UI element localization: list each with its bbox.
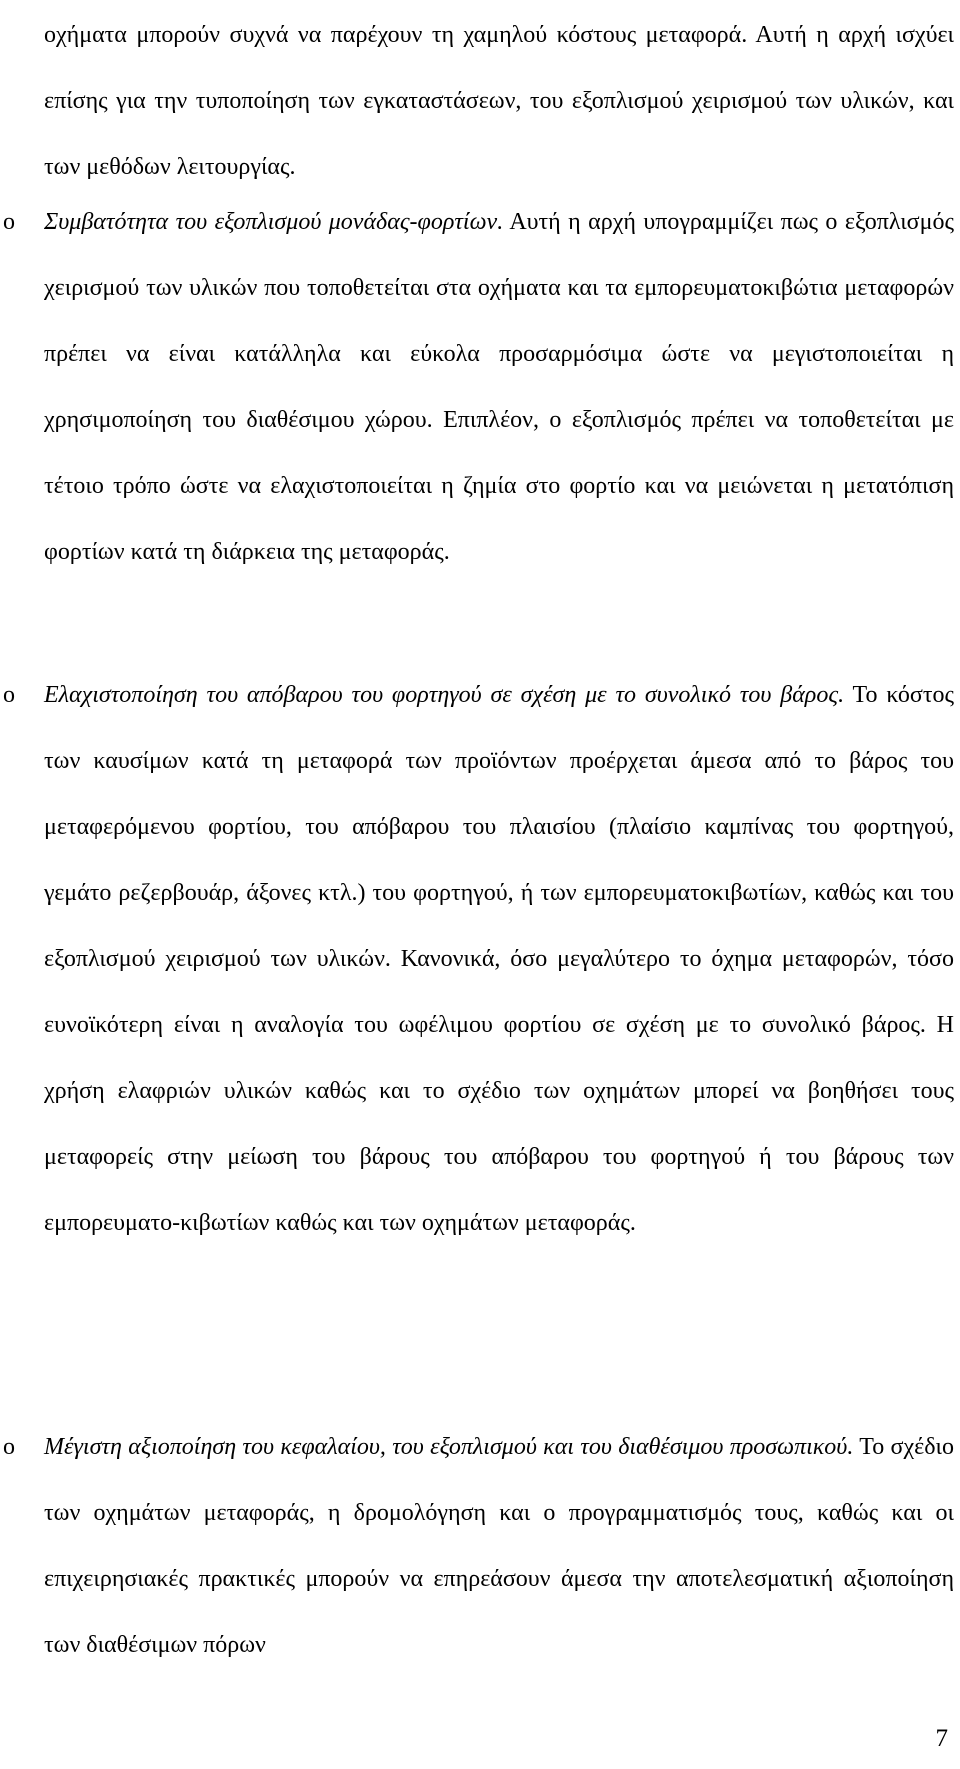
bullet-marker: o [3, 682, 15, 708]
list-item-text [44, 1414, 954, 1678]
list-item-heading: Μέγιστη αξιοποίηση του κεφαλαίου, του εξοπλισμού και του διαθέσιμου προσωπικού. [44, 1434, 854, 1460]
bullet-marker: o [3, 1434, 15, 1460]
list-item-heading: Συμβατότητα του εξοπλισμού μονάδας-φορτίων. [44, 209, 504, 235]
list-item-text [44, 662, 954, 1256]
bullet-marker: o [3, 209, 15, 235]
list-item-heading: Ελαχιστοποίηση του απόβαρου του φορτηγού σε σχέση με το συνολικό του βάρος. [44, 682, 845, 708]
page-number: 7 [935, 1725, 948, 1752]
list-item-body: Αυτή η αρχή υπογραμμίζει πως ο εξοπλισμός χειρισμού των υλικών που τοποθετείται στα οχήματα και τα εμπορευματοκιβώτια μεταφορών πρέπει να είναι κατάλληλα και εύκολα προσαρμόσιμα ώστε να μεγιστοποιείται η χρησιμοποίηση του διαθέσιμου χώρου. Επιπλέον, ο εξοπλισμός πρέπει να τοποθετείται με τέτοιο τρόπο ώστε να ελαχιστοποιείται η ζημία στο φορτίο και να μειώνεται η μετατόπιση φορτίων κατά τη διάρκεια της μεταφοράς. [44, 209, 954, 565]
list-item-body: Το σχέδιο των οχημάτων μεταφοράς, η δρομολόγηση και ο προγραμματισμός τους, καθώς και οι επιχειρησιακές πρακτικές μπορούν να επηρεάσουν άμεσα την αποτελεσματική αξιοποίηση των διαθέσιμων πόρων [44, 1434, 954, 1658]
list-item-text [44, 189, 954, 585]
list-item-body: Το κόστος των καυσίμων κατά τη μεταφορά των προϊόντων προέρχεται άμεσα από το βάρος του μεταφερόμενου φορτίου, του απόβαρου του πλαισίου (πλαίσιο καμπίνας του φορτηγού, γεμάτο ρεζερβουάρ, άξονες κτλ.) του φορτηγού, ή των εμπορευματοκιβωτίων, καθώς και του εξοπλισμού χειρισμού των υλικών. Κανονικά, όσο μεγαλύτερο το όχημα μεταφορών, τόσο ευνοϊκότερη είναι η αναλογία του ωφέλιμου φορτίου σε σχέση με το συνολικό βάρος. Η χρήση ελαφριών υλικών καθώς και το σχέδιο των οχημάτων μπορεί να βοηθήσει τους μεταφορείς στην μείωση του βάρους του απόβαρου του φορτηγού ή του βάρους των εμπορευματο-κιβωτίων καθώς και των οχημάτων μεταφοράς. [44, 682, 955, 1236]
continuation-paragraph: οχήματα μπορούν συχνά να παρέχουν τη χαμηλού κόστους μεταφορά. Αυτή η αρχή ισχύει επίσης για την τυποποίηση των εγκαταστάσεων, του εξοπλισμού χειρισμού των υλικών, και των μεθόδων λειτουργίας. [44, 22, 954, 180]
